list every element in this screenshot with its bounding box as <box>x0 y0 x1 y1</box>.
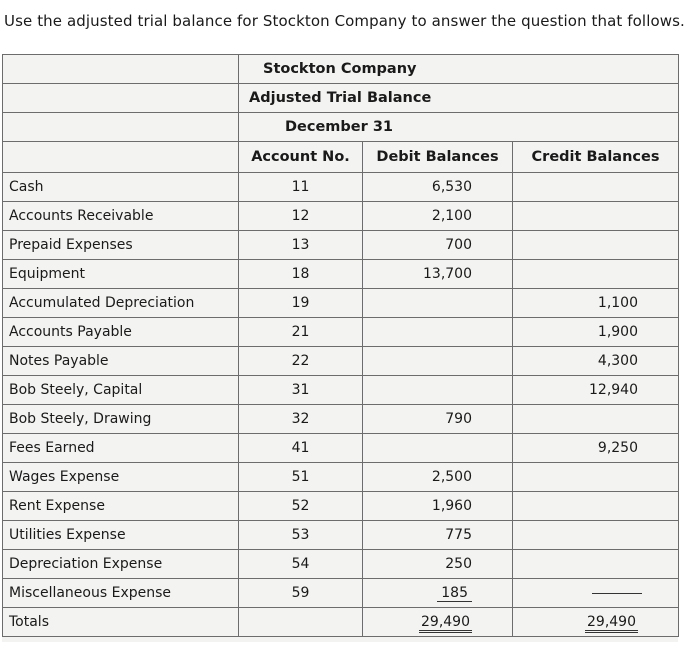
debit-balance: 2,100 <box>363 202 513 231</box>
credit-balance <box>513 405 679 434</box>
account-number: 12 <box>239 202 363 231</box>
debit-balance: 1,960 <box>363 492 513 521</box>
table-row <box>3 376 679 405</box>
company-name: Stockton Company <box>239 55 679 84</box>
credit-balance <box>513 260 679 289</box>
column-header-credit: Credit Balances <box>513 142 679 173</box>
account-number: 53 <box>239 521 363 550</box>
account-name: Utilities Expense <box>3 521 239 550</box>
debit-balance <box>363 347 513 376</box>
account-name: Notes Payable <box>3 347 239 376</box>
credit-balance: 1,100 <box>513 289 679 318</box>
instruction-text: Use the adjusted trial balance for Stockton Company to answer the question that follows. <box>4 12 685 30</box>
total-debit <box>363 608 513 637</box>
credit-balance <box>513 463 679 492</box>
account-name: Accumulated Depreciation <box>3 289 239 318</box>
account-name: Bob Steely, Capital <box>3 376 239 405</box>
trial-balance-table <box>2 54 679 637</box>
account-name: Equipment <box>3 260 239 289</box>
account-number: 59 <box>239 579 363 608</box>
credit-balance <box>513 579 679 608</box>
account-number: 13 <box>239 231 363 260</box>
credit-balance <box>513 202 679 231</box>
table-row <box>3 231 679 260</box>
credit-balance <box>513 550 679 579</box>
account-name: Bob Steely, Drawing <box>3 405 239 434</box>
account-number: 41 <box>239 434 363 463</box>
account-number: 32 <box>239 405 363 434</box>
debit-balance: 775 <box>363 521 513 550</box>
debit-balance: 2,500 <box>363 463 513 492</box>
account-name: Depreciation Expense <box>3 550 239 579</box>
credit-balance: 4,300 <box>513 347 679 376</box>
column-header-account-no: Account No. <box>239 142 363 173</box>
total-debit-value: 29,490 <box>419 614 472 633</box>
credit-subtotal-rule <box>592 592 642 594</box>
table-row <box>3 289 679 318</box>
table-row <box>3 550 679 579</box>
credit-balance: 1,900 <box>513 318 679 347</box>
account-number: 51 <box>239 463 363 492</box>
debit-balance: 13,700 <box>363 260 513 289</box>
debit-balance <box>363 579 513 608</box>
account-name: Miscellaneous Expense <box>3 579 239 608</box>
credit-balance: 9,250 <box>513 434 679 463</box>
debit-balance <box>363 289 513 318</box>
table-row <box>3 405 679 434</box>
account-name: Rent Expense <box>3 492 239 521</box>
column-header-row <box>3 142 679 173</box>
credit-balance: 12,940 <box>513 376 679 405</box>
total-credit <box>513 608 679 637</box>
debit-balance: 790 <box>363 405 513 434</box>
account-number: 31 <box>239 376 363 405</box>
trial-balance-sheet <box>2 54 678 642</box>
account-name: Prepaid Expenses <box>3 231 239 260</box>
account-number: 18 <box>239 260 363 289</box>
table-row <box>3 521 679 550</box>
account-name: Accounts Receivable <box>3 202 239 231</box>
report-title: Adjusted Trial Balance <box>239 84 679 113</box>
table-row <box>3 492 679 521</box>
debit-balance: 6,530 <box>363 173 513 202</box>
table-row <box>3 202 679 231</box>
account-number: 52 <box>239 492 363 521</box>
total-credit-value: 29,490 <box>585 614 638 633</box>
account-number: 19 <box>239 289 363 318</box>
table-row <box>3 434 679 463</box>
table-row <box>3 463 679 492</box>
credit-balance <box>513 231 679 260</box>
report-date: December 31 <box>239 113 679 142</box>
account-name: Fees Earned <box>3 434 239 463</box>
account-number: 54 <box>239 550 363 579</box>
table-row <box>3 318 679 347</box>
totals-label: Totals <box>3 608 239 637</box>
debit-balance <box>363 376 513 405</box>
account-number: 22 <box>239 347 363 376</box>
debit-balance <box>363 318 513 347</box>
debit-balance-value: 185 <box>437 585 472 602</box>
account-name: Wages Expense <box>3 463 239 492</box>
credit-balance <box>513 521 679 550</box>
account-name: Accounts Payable <box>3 318 239 347</box>
debit-balance: 700 <box>363 231 513 260</box>
credit-balance <box>513 173 679 202</box>
heading-row-title <box>3 84 679 113</box>
heading-row-date <box>3 113 679 142</box>
account-number: 21 <box>239 318 363 347</box>
column-header-debit: Debit Balances <box>363 142 513 173</box>
debit-balance: 250 <box>363 550 513 579</box>
table-row <box>3 173 679 202</box>
credit-balance <box>513 492 679 521</box>
heading-row-company <box>3 55 679 84</box>
account-number: 11 <box>239 173 363 202</box>
account-name: Cash <box>3 173 239 202</box>
totals-row <box>3 608 679 637</box>
table-row <box>3 579 679 608</box>
debit-balance <box>363 434 513 463</box>
table-row <box>3 260 679 289</box>
table-row <box>3 347 679 376</box>
